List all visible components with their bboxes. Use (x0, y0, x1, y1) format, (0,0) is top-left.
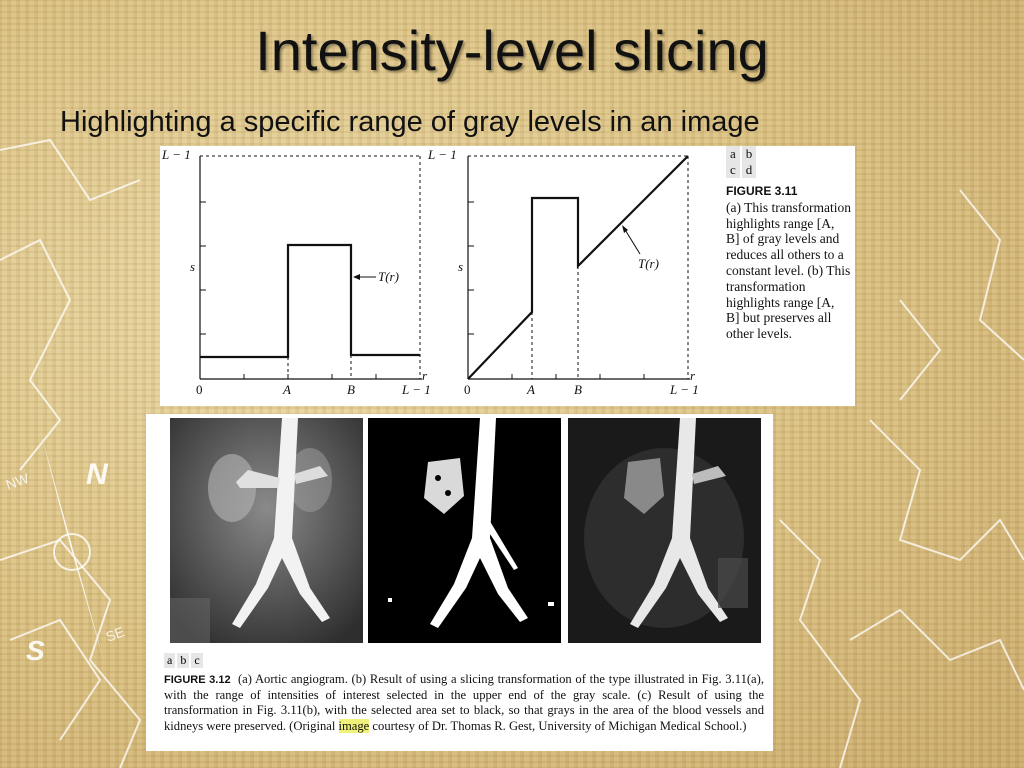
compass-rose-icon (4, 430, 127, 666)
figure-3-12-caption-tail: courtesy of Dr. Thomas R. Gest, University of Michigan Medical School.) (369, 718, 747, 733)
figure-3-11-caption-text: (a) This transformation highlights range [A, B] of gray levels and reduces all others to a constant level. (b) This transformation highlights range [A, B] but preserves all other levels. (726, 199, 851, 342)
plot-b-tick-max: L − 1 (670, 382, 699, 397)
figure-3-12-panel-labels (164, 653, 205, 668)
svg-text:SE: SE (103, 623, 127, 645)
panel-label-b: b (742, 146, 757, 162)
figure-3-12 (146, 414, 773, 751)
panel-label-a: a (726, 146, 740, 162)
plot-b (427, 147, 699, 397)
highlighted-word: image (338, 718, 370, 733)
plot-b-tick-0: 0 (464, 382, 471, 397)
plot-a-y-top-label: L − 1 (162, 147, 191, 162)
plot-a-curve (200, 245, 420, 357)
figure-3-11-caption (726, 184, 851, 342)
panel-label-a: a (164, 653, 175, 668)
figure-3-11 (160, 146, 855, 406)
figure-3-12-id: FIGURE 3.12 (164, 674, 231, 686)
plot-a-tick-b: B (347, 382, 355, 397)
svg-text:N: N (86, 458, 108, 491)
slide-subtitle: Highlighting a specific range of gray levels in an image (60, 106, 760, 138)
plot-b-y-axis-label: s (458, 259, 464, 274)
plot-a-x-axis-label: r (422, 368, 428, 383)
plot-a-tick-a: A (283, 382, 291, 397)
svg-text:NW: NW (3, 469, 31, 493)
figure-3-12-caption (164, 672, 764, 734)
plot-b-tick-b: B (574, 382, 582, 397)
plot-a-y-axis-label: s (190, 259, 196, 274)
plot-b-tick-a: A (527, 382, 535, 397)
plot-b-x-axis-label: r (690, 368, 696, 383)
transformation-plots (160, 146, 720, 406)
panel-label-b: b (177, 653, 189, 668)
angiogram-original-image (170, 418, 363, 643)
plot-a-curve-label: T(r) (378, 269, 399, 284)
figure-3-11-panel-labels (726, 146, 758, 178)
plot-a-tick-0: 0 (196, 382, 203, 397)
plot-a (161, 147, 431, 397)
panel-label-c: c (726, 162, 740, 178)
figure-3-11-id: FIGURE 3.11 (726, 184, 798, 198)
plot-a-tick-max: L − 1 (402, 382, 431, 397)
plot-b-curve-label: T(r) (638, 256, 659, 271)
panel-label-c: c (191, 653, 202, 668)
slide-title: Intensity-level slicing (255, 19, 769, 82)
figure-3-12-caption-text: (a) Aortic angiogram. (b) Result of using a slicing transformation of the type illustrated in Fig. 3.11(a), with the range of intensities of interest selected in the upper end of the gray scale. (c) Result of using the transformation in Fig. 3.11(b), with the selected area set to black, so that grays in the area of the blood vessels and kidneys were preserved. (Original (164, 672, 764, 733)
plot-b-y-top-label: L − 1 (428, 147, 457, 162)
svg-text:S: S (26, 635, 45, 666)
panel-label-d: d (742, 162, 757, 178)
angiogram-slicing-a-image (368, 418, 561, 643)
angiogram-slicing-b-image (568, 418, 761, 643)
